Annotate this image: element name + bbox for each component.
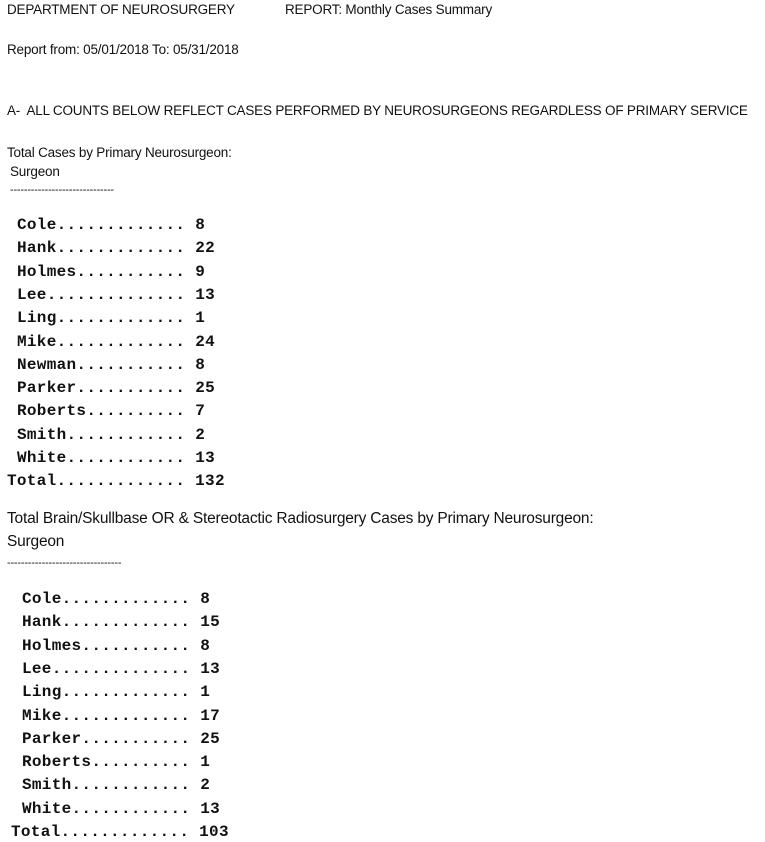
table-row (17, 215, 205, 235)
total-name: Total (7, 472, 57, 491)
surgeon-name: Ling (17, 309, 57, 328)
surgeon-dots: ........... (76, 355, 186, 374)
surgeon-dots: .............. (51, 659, 191, 678)
department-title: DEPARTMENT OF NEUROSURGERY (7, 2, 235, 17)
surgeon-count: 2 (195, 425, 206, 444)
total-dots: ............. (60, 823, 190, 841)
total-count: 132 (195, 472, 225, 491)
surgeon-dots: ............. (56, 332, 186, 351)
surgeon-name: Hank (22, 613, 62, 632)
table-row (22, 682, 210, 702)
table-row (22, 775, 210, 795)
table2-title: Total Brain/Skullbase OR & Stereotactic Radiosurgery Cases by Primary Neurosurgeon: (7, 510, 594, 527)
surgeon-count: 22 (195, 239, 216, 258)
surgeon-count: 25 (195, 379, 216, 398)
surgeon-count: 13 (200, 799, 221, 818)
table1-column-header: Surgeon (10, 164, 60, 179)
total-dots: ............. (56, 472, 186, 491)
surgeon-dots: ............ (71, 799, 191, 818)
surgeon-name: Parker (17, 379, 77, 398)
surgeon-name: Roberts (22, 753, 92, 772)
date-range: Report from: 05/01/2018 To: 05/31/2018 (7, 42, 239, 57)
table-row (22, 636, 210, 656)
table-row (17, 285, 215, 305)
report-title: REPORT: Monthly Cases Summary (285, 2, 493, 17)
surgeon-name: Smith (17, 425, 67, 444)
surgeon-dots: ............. (61, 613, 191, 632)
total-name: Total (11, 823, 61, 841)
surgeon-dots: ............. (56, 309, 186, 328)
table-row (17, 332, 215, 352)
table-row (17, 378, 215, 398)
surgeon-dots: ........... (76, 262, 186, 281)
surgeon-count: 13 (195, 285, 216, 304)
surgeon-count: 15 (200, 613, 221, 632)
surgeon-count: 1 (195, 309, 206, 328)
surgeon-dots: .......... (86, 402, 186, 421)
surgeon-dots: ............. (56, 239, 186, 258)
table2-column-header: Surgeon (7, 533, 65, 550)
surgeon-dots: .......... (91, 753, 191, 772)
surgeon-count: 2 (200, 776, 211, 795)
table-row (22, 729, 220, 749)
surgeon-count: 17 (200, 706, 221, 725)
surgeon-dots: ............. (56, 216, 186, 234)
surgeon-count: 8 (195, 355, 206, 374)
table1-title: Total Cases by Primary Neurosurgeon: (7, 145, 232, 160)
surgeon-dots: ............ (66, 425, 186, 444)
surgeon-dots: ........... (81, 636, 191, 655)
surgeon-dots: ............ (66, 449, 186, 467)
section-a-title: A- ALL COUNTS BELOW REFLECT CASES PERFORMED BY NEUROSURGEONS REGARDLESS OF PRIMARY SERVICE (7, 103, 748, 118)
table-row (22, 799, 220, 819)
surgeon-name: White (22, 799, 72, 818)
table-row (17, 425, 205, 445)
table-row (17, 262, 205, 282)
surgeon-name: Parker (22, 729, 82, 748)
table-row (22, 612, 220, 632)
surgeon-count: 13 (200, 659, 221, 678)
surgeon-name: Lee (22, 659, 52, 678)
surgeon-count: 25 (200, 729, 221, 748)
surgeon-count: 13 (195, 449, 216, 467)
surgeon-count: 24 (195, 332, 216, 351)
surgeon-name: Hank (17, 239, 57, 258)
surgeon-name: Newman (17, 355, 77, 374)
surgeon-count: 7 (195, 402, 206, 421)
surgeon-count: 9 (195, 262, 206, 281)
surgeon-name: White (17, 449, 67, 467)
surgeon-count: 8 (200, 636, 211, 655)
surgeon-name: Mike (22, 706, 62, 725)
surgeon-count: 1 (200, 683, 211, 702)
total-row (11, 822, 229, 842)
surgeon-count: 8 (195, 216, 206, 234)
surgeon-dots: ............. (61, 706, 191, 725)
surgeon-dots: ............. (61, 683, 191, 702)
table-row (22, 752, 210, 772)
surgeon-name: Smith (22, 776, 72, 795)
surgeon-name: Cole (17, 216, 57, 234)
table-row (22, 589, 210, 609)
surgeon-dots: ........... (76, 379, 186, 398)
table-row (17, 238, 215, 258)
table-row (17, 448, 215, 468)
surgeon-name: Holmes (17, 262, 77, 281)
surgeon-name: Holmes (22, 636, 82, 655)
surgeon-name: Roberts (17, 402, 87, 421)
table2-separator: --------------------------------- (7, 557, 122, 569)
surgeon-dots: ........... (81, 729, 191, 748)
table-row (22, 706, 220, 726)
total-row (7, 471, 225, 491)
surgeon-count: 1 (200, 753, 211, 772)
table-row (17, 308, 205, 328)
surgeon-name: Cole (22, 590, 62, 608)
surgeon-dots: .............. (46, 285, 186, 304)
table1-separator: ------------------------------ (10, 184, 114, 196)
table-row (17, 355, 205, 375)
table-row (17, 401, 205, 421)
surgeon-name: Mike (17, 332, 57, 351)
surgeon-name: Ling (22, 683, 62, 702)
surgeon-count: 8 (200, 590, 211, 608)
surgeon-dots: ............ (71, 776, 191, 795)
total-count: 103 (199, 823, 229, 841)
surgeon-dots: ............. (61, 590, 191, 608)
table-row (22, 659, 220, 679)
surgeon-name: Lee (17, 285, 47, 304)
